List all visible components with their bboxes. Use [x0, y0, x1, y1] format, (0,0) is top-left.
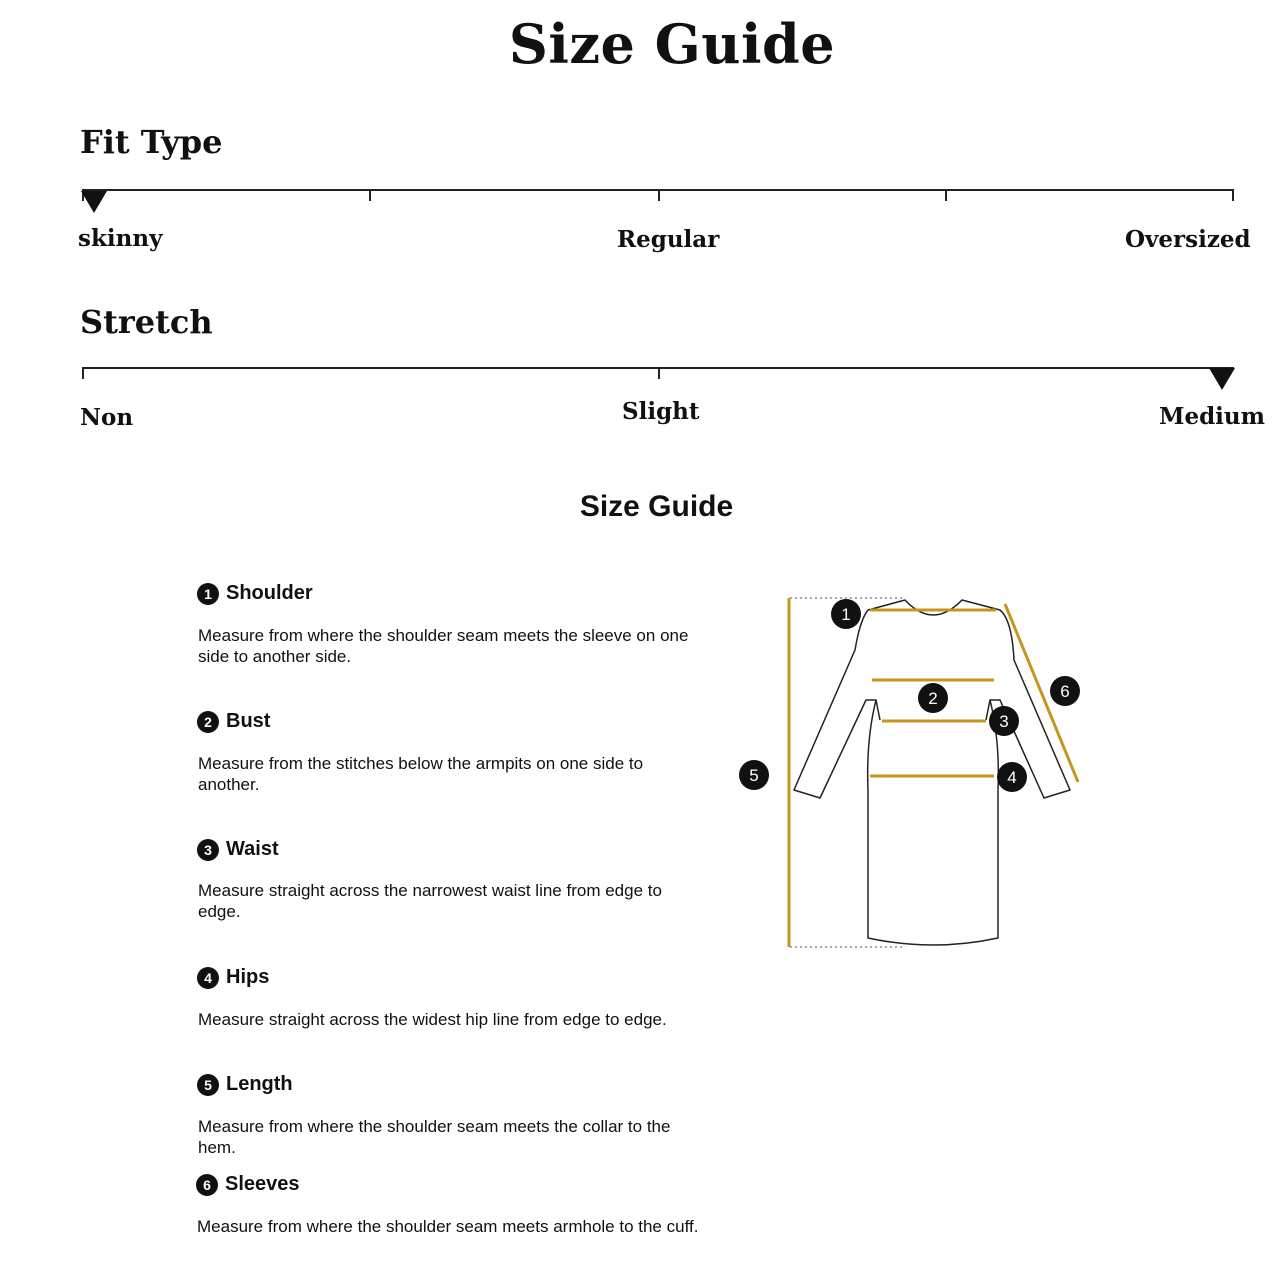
badge-number: 5 — [749, 766, 759, 785]
number-badge-icon: 4 — [197, 967, 219, 989]
stretch-label-medium: Medium — [1159, 403, 1265, 430]
item-name: Waist — [226, 838, 279, 860]
item-name: Length — [226, 1073, 293, 1095]
badge-3-icon — [989, 706, 1019, 736]
badge-4-icon — [997, 762, 1027, 792]
badge-number: 1 — [841, 605, 851, 624]
fit-type-label-oversized: Oversized — [1125, 226, 1251, 253]
stretch-label-slight: Slight — [622, 398, 700, 425]
badge-5-icon — [739, 760, 769, 790]
item-description: Measure from where the shoulder seam meets the collar to the hem. — [198, 1117, 671, 1157]
fit-type-tick — [658, 189, 660, 201]
size-guide-heading: Size Guide — [579, 490, 734, 523]
item-description: Measure from where the shoulder seam meets the sleeve on one side to another side. — [198, 626, 689, 666]
fit-type-tick — [369, 189, 371, 201]
item-name: Sleeves — [225, 1173, 300, 1195]
badge-2-icon — [918, 683, 948, 713]
item-description: Measure straight across the narrowest waist line from edge to edge. — [198, 881, 662, 921]
fit-type-label-skinny: skinny — [78, 225, 163, 252]
measure-item-sleeves — [196, 1173, 300, 1196]
measure-item-length — [197, 1073, 293, 1096]
measure-item-bust — [197, 710, 270, 733]
stretch-tick — [658, 367, 660, 379]
badge-number: 2 — [928, 689, 938, 708]
item-description: Measure straight across the widest hip line from edge to edge. — [198, 1010, 667, 1029]
badge-number: 6 — [1060, 682, 1070, 701]
badge-1-icon — [831, 599, 861, 629]
number-badge-icon: 3 — [197, 839, 219, 861]
measure-item-shoulder — [197, 582, 313, 605]
item-description: Measure from where the shoulder seam meets armhole to the cuff. — [197, 1217, 699, 1236]
dress-diagram — [730, 585, 1090, 960]
badge-number: 4 — [1007, 768, 1017, 787]
dress-outline — [794, 600, 1070, 945]
page-title: Size Guide — [508, 12, 836, 76]
fit-type-heading: Fit Type — [80, 123, 223, 161]
fit-type-marker-icon — [81, 191, 107, 213]
item-name: Bust — [226, 710, 271, 732]
stretch-heading: Stretch — [80, 303, 213, 341]
item-name: Hips — [226, 966, 270, 988]
fit-type-label-regular: Regular — [617, 226, 720, 253]
measure-item-waist — [197, 838, 279, 861]
number-badge-icon: 6 — [196, 1174, 218, 1196]
number-badge-icon: 1 — [197, 583, 219, 605]
number-badge-icon: 2 — [197, 711, 219, 733]
item-description: Measure from the stitches below the armpits on one side to another. — [198, 754, 644, 794]
stretch-label-non: Non — [80, 404, 134, 431]
measure-item-hips — [197, 966, 269, 989]
fit-type-tick — [945, 189, 947, 201]
item-name: Shoulder — [226, 582, 313, 604]
badge-6-icon — [1050, 676, 1080, 706]
fit-type-tick — [1232, 189, 1234, 201]
stretch-tick — [82, 367, 84, 379]
number-badge-icon: 5 — [197, 1074, 219, 1096]
stretch-marker-icon — [1209, 368, 1235, 390]
badge-number: 3 — [999, 712, 1009, 731]
